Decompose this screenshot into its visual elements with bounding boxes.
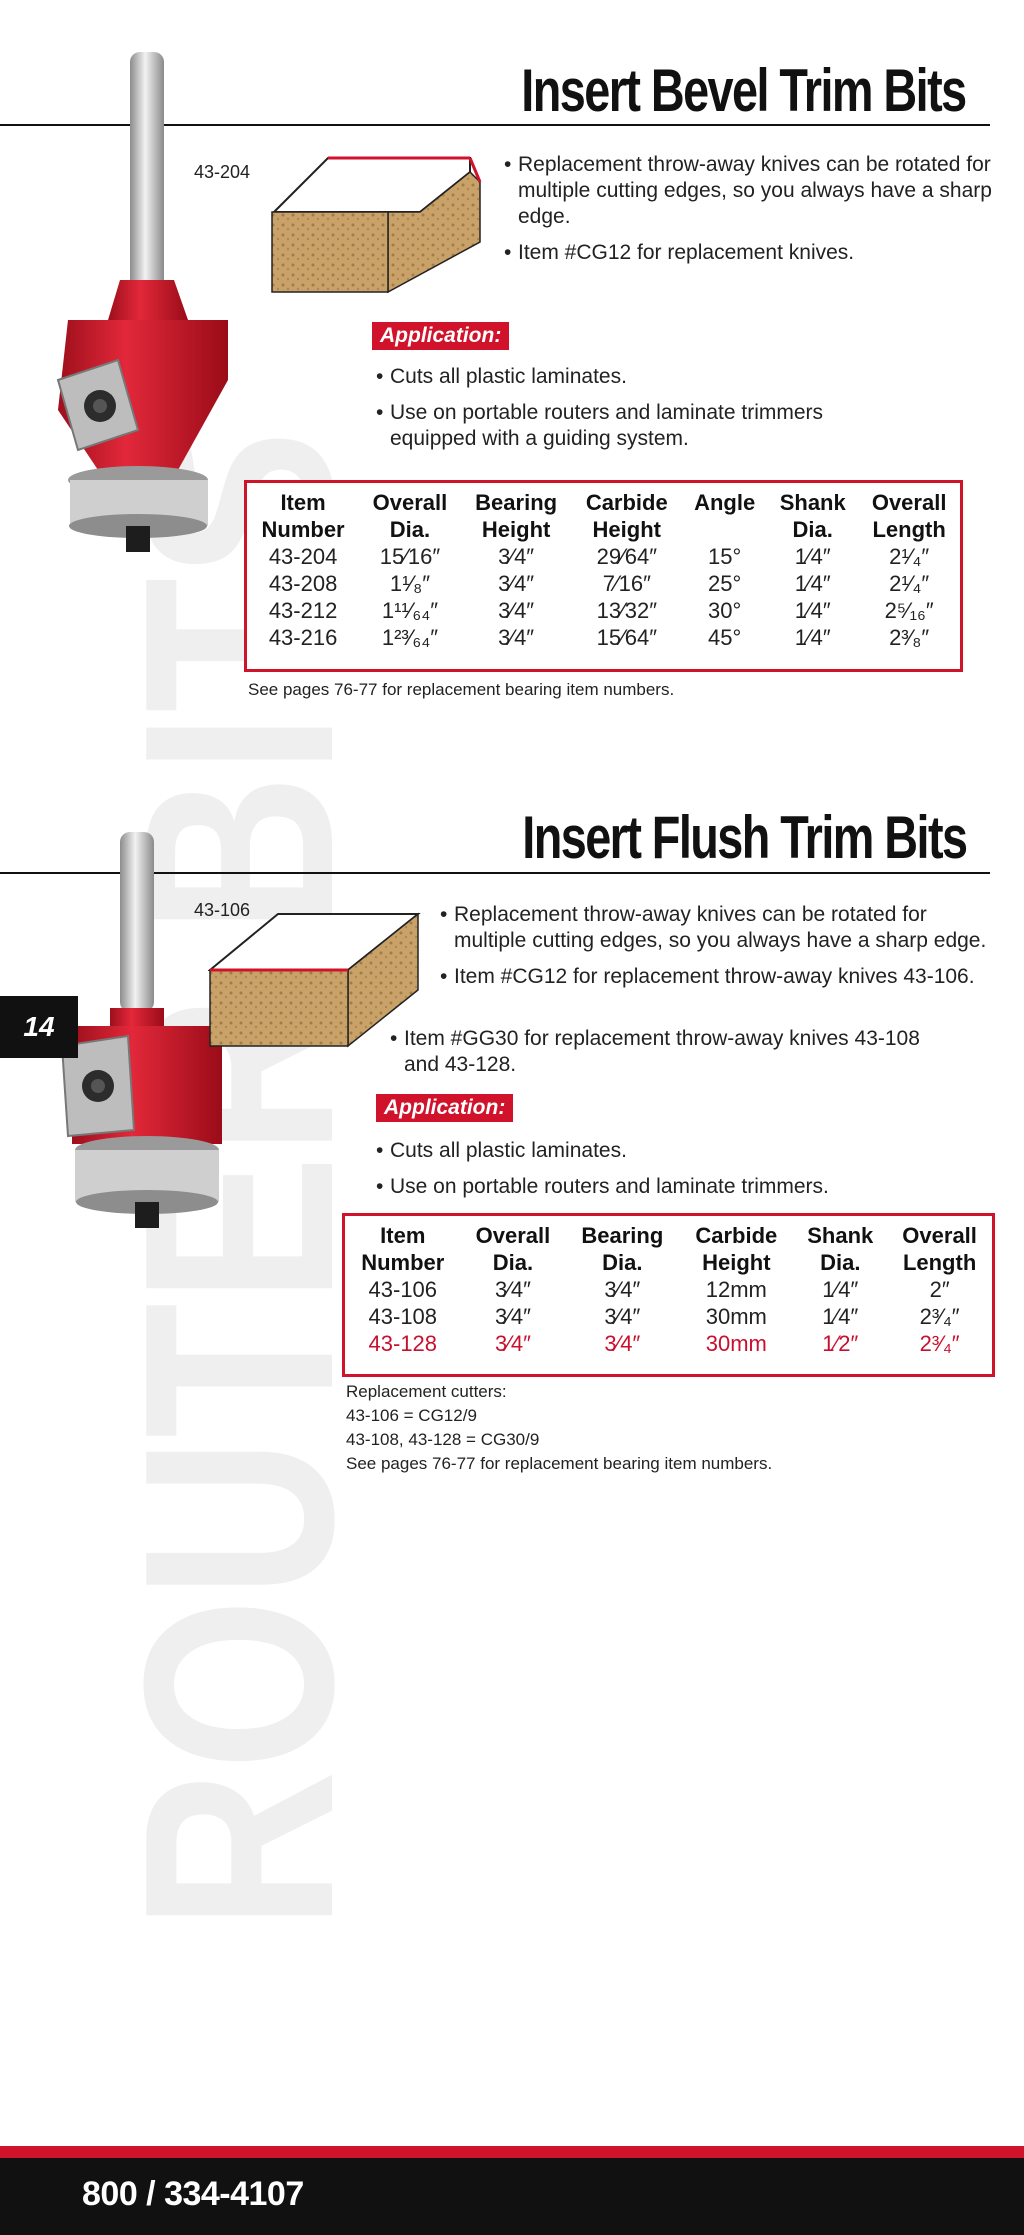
col-header: Item Number bbox=[261, 490, 345, 542]
col-header: Shank Dia. bbox=[807, 1223, 874, 1275]
bit-sku-label: 43-106 bbox=[194, 900, 251, 920]
table-row: 43-216 1²³⁄₆₄″ 3⁄4″ 15⁄64″ 45° 1⁄4″ 2³⁄₈″ bbox=[268, 625, 930, 650]
col-header: Bearing Height bbox=[475, 490, 558, 542]
application-bullet: • Cuts all plastic laminates. bbox=[376, 364, 896, 390]
bevel-profile-diagram bbox=[270, 152, 485, 299]
bevel-spec-table-box bbox=[244, 480, 963, 672]
note-line: Replacement cutters: bbox=[346, 1382, 507, 1401]
bevel-bit-image bbox=[38, 50, 228, 565]
feature-bullet: • Replacement throw-away knives can be rotated for multiple cutting edges, so you always have a sharp edge. bbox=[440, 902, 990, 954]
col-header: Overall Length bbox=[871, 490, 947, 542]
note-line: 43-108, 43-128 = CG30/9 bbox=[346, 1430, 540, 1449]
col-header: Overall Dia. bbox=[475, 1223, 551, 1275]
col-header: Overall Length bbox=[902, 1223, 977, 1275]
flush-feature-list bbox=[440, 902, 990, 1000]
section-title-bevel: Insert Bevel Trim Bits bbox=[521, 57, 966, 124]
application-label: Application: bbox=[372, 322, 509, 350]
feature-bullet: • Item #CG12 for replacement throw-away knives 43-106. bbox=[440, 964, 990, 990]
replacement-notes bbox=[346, 1380, 772, 1476]
table-row-highlighted: 43-128 3⁄4″ 3⁄4″ 30mm 1⁄2″ 2³⁄₄″ bbox=[368, 1331, 960, 1356]
col-header: Carbide Height bbox=[695, 1223, 778, 1275]
bevel-feature-list bbox=[504, 152, 994, 276]
feature-bullet: • Item #GG30 for replacement throw-away knives 43-108 and 43-128. bbox=[390, 1026, 950, 1078]
note-line: 43-106 = CG12/9 bbox=[346, 1406, 477, 1425]
col-header: Angle bbox=[694, 490, 756, 515]
bearing-note: See pages 76-77 for replacement bearing item numbers. bbox=[248, 680, 675, 699]
table-row: 43-208 1¹⁄₈″ 3⁄4″ 7⁄16″ 25° 1⁄4″ 2¹⁄₄″ bbox=[268, 571, 930, 596]
table-row: 43-212 1¹¹⁄₆₄″ 3⁄4″ 13⁄32″ 30° 1⁄4″ 2⁵⁄₁₆″ bbox=[268, 598, 934, 623]
application-bullet: • Use on portable routers and laminate trimmers. bbox=[376, 1174, 936, 1200]
application-label: Application: bbox=[376, 1094, 513, 1122]
footer-stripe bbox=[0, 2146, 1024, 2158]
application-bullet: • Use on portable routers and laminate trimmers equipped with a guiding system. bbox=[376, 400, 896, 452]
flush-feature-list-extra bbox=[390, 1026, 950, 1088]
feature-bullet: • Replacement throw-away knives can be rotated for multiple cutting edges, so you always have a sharp edge. bbox=[504, 152, 994, 230]
note-line: See pages 76-77 for replacement bearing item numbers. bbox=[346, 1454, 773, 1473]
feature-bullet: • Item #CG12 for replacement knives. bbox=[504, 240, 994, 266]
col-header: Item Number bbox=[361, 1223, 445, 1275]
bevel-application-list bbox=[376, 364, 896, 462]
flush-spec-table-box bbox=[342, 1213, 995, 1377]
bevel-spec-table bbox=[247, 483, 960, 651]
section-title-flush: Insert Flush Trim Bits bbox=[521, 804, 966, 871]
flush-application-list bbox=[376, 1138, 936, 1210]
col-header: Bearing Dia. bbox=[581, 1223, 664, 1275]
table-row: 43-106 3⁄4″ 3⁄4″ 12mm 1⁄4″ 2″ bbox=[368, 1277, 950, 1302]
table-row: 43-108 3⁄4″ 3⁄4″ 30mm 1⁄4″ 2³⁄₄″ bbox=[368, 1304, 960, 1329]
bit-sku-label: 43-204 bbox=[194, 162, 251, 182]
col-header: Overall Dia. bbox=[372, 490, 448, 542]
col-header: Shank Dia. bbox=[779, 490, 846, 542]
footer-phone-number[interactable]: 800 / 334-4107 bbox=[82, 2175, 304, 2213]
table-row: 43-204 15⁄16″ 3⁄4″ 29⁄64″ 15° 1⁄4″ 2¹⁄₄″ bbox=[268, 544, 930, 569]
col-header: Carbide Height bbox=[585, 490, 668, 542]
application-bullet: • Cuts all plastic laminates. bbox=[376, 1138, 936, 1164]
flush-spec-table bbox=[345, 1216, 992, 1357]
page-number-tab: 14 bbox=[0, 996, 78, 1058]
